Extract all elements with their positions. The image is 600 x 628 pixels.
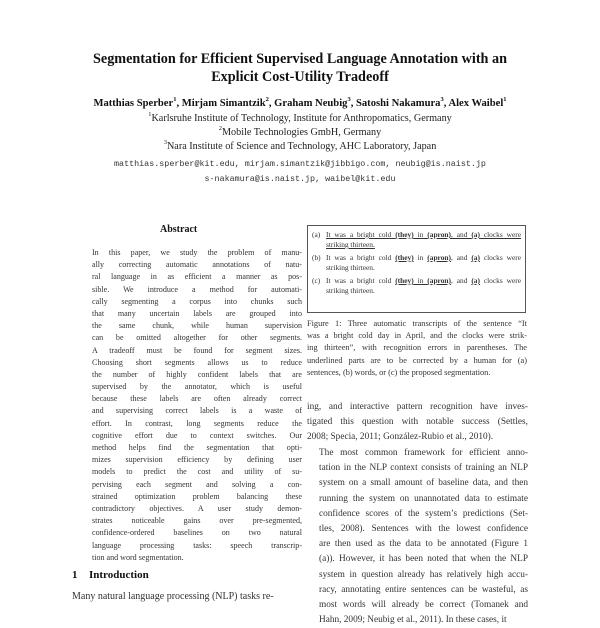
abstract-line: contradictory objectives. A user study demon- <box>92 503 302 513</box>
abstract-line: supervised by the annotator, which is useful <box>92 382 302 392</box>
affiliation: $^2$Mobile Technologies GmbH, Germany <box>218 125 382 138</box>
abstract-line: ally correcting automatic annotations of natu- <box>92 260 302 270</box>
author: Alex Waibel$^1$ <box>448 96 507 109</box>
text-line: tles, 2008). Sentences with the lowest confidence <box>319 523 528 534</box>
abstract-line: effort. In contrast, long segments reduce the <box>92 418 302 428</box>
caption-line: was a bright cold day in April, and the clocks were strik- <box>307 331 527 341</box>
abstract-line: cognitive effort due to context switches. Our <box>92 430 302 440</box>
abstract-body <box>92 247 302 564</box>
title-line: Segmentation for Efficient Supervised Language Annotation with an <box>93 51 507 67</box>
text-line: tigated this question with notable success (Settles, <box>307 417 528 428</box>
caption-line: sentences, (b) words, or (c) the proposed segmentation. <box>307 367 491 377</box>
abstract-line: because these labels are often already correct <box>92 394 302 404</box>
abstract-line: can be omitted altogether for other segments. <box>92 333 302 343</box>
author: Graham Neubig$^3$ <box>274 96 351 109</box>
section-heading: 1 Introduction <box>72 569 149 581</box>
text-line: 2008; Specia, 2011; González-Rubio et al., 2010). <box>307 432 494 443</box>
abstract-line: mizes supervision efficiency by defining user <box>92 455 302 465</box>
affiliation: $^1$Karlsruhe Institute of Technology, Institute for Anthropomatics, Germany <box>148 111 452 124</box>
text-line: Hahn, 2009; Neubig et al., 2011). In these cases, it <box>319 615 507 626</box>
figure-item-b: (b) It was a bright cold (they) in (apron), and (a) clocks were striking thirteen. <box>312 253 521 272</box>
text-line: tation in the NLP context consists of training an NLP <box>319 463 528 474</box>
text-line: racy, annotating entire sentences can be wasteful, as <box>319 584 528 595</box>
abstract-line: strates noticeable gains over pre-segmented, <box>92 516 302 526</box>
email-line: matthias.sperber@kit.edu, mirjam.simantzik@jibbigo.com, neubig@is.naist.jp <box>114 159 486 169</box>
body-paragraph <box>307 446 528 628</box>
author: Satoshi Nakamura$^3$ <box>355 96 444 109</box>
abstract-line: models to predict the cost and utility of su- <box>92 467 302 477</box>
text-line: confidence scores of the system’s predictions (Set- <box>319 508 528 519</box>
email-line: s-nakamura@is.naist.jp, waibel@kit.edu <box>204 174 396 184</box>
figure-item-c: (c) It was a bright cold (they) in (apron), and (a) clocks were striking thirteen. <box>312 276 521 295</box>
affiliation: $^3$Nara Institute of Science and Technology, AHC Laboratory, Japan <box>163 139 437 152</box>
abstract-line: tion and word segmentation. <box>92 552 184 562</box>
abstract-line: strained optimization problem balancing these <box>92 491 302 501</box>
figure-item-a: (a) It was a bright cold (they) in (apron), and (a) clocks were striking thirteen. <box>312 230 521 249</box>
abstract-line: Choosing short segments allows us to reduce <box>92 357 302 367</box>
abstract-line: pervising each segment and solving a con- <box>92 479 302 489</box>
abstract-line: confidence-ordered baselines on two natural <box>92 528 302 538</box>
text-line: are then used as the data to be annotated (Figure 1 <box>319 539 528 550</box>
text-line: most words will already be correct (Tomanek and <box>319 599 528 610</box>
caption-line: underlined parts are to be corrected by a human for (a) <box>307 355 527 365</box>
author: Mirjam Simantzik$^2$ <box>181 96 269 109</box>
text-line: ing, and interactive pattern recognition have inves- <box>307 402 528 412</box>
abstract-line: language processing tasks: speech transcrip- <box>92 540 302 550</box>
abstract-line: In this paper, we study the problem of manu- <box>92 248 302 257</box>
abstract-line: the same chunk, while human supervision <box>92 321 302 331</box>
text-line: running the system on unannotated data to estimate <box>319 493 528 504</box>
body-paragraph <box>307 400 528 446</box>
text-line: system on a small amount of baseline data, and then <box>319 478 528 489</box>
abstract-line: method helps find the segmentation that opti- <box>92 443 302 452</box>
intro-text: Many natural language processing (NLP) tasks re- <box>72 591 274 602</box>
text-line: (a)). However, it has been noted that when the NLP <box>319 554 528 565</box>
author-list: Matthias Sperber$^1$, Mirjam Simantzik$^2$, Graham Neubig$^3$, Satoshi Nakamura$^3$, Alex Waibel$^1$ <box>93 96 507 109</box>
caption-line: ing thirteen”, with recognition errors in parentheses. The <box>307 343 527 353</box>
abstract-line: cally segmenting a corpus into chunks such <box>92 296 302 306</box>
abstract-line: A tradeoff must be found for segment sizes. <box>92 345 302 355</box>
text-line: The most common framework for efficient anno- <box>319 448 528 458</box>
text-line: system in question already has relatively high accu- <box>319 569 528 580</box>
paper-title <box>60 50 540 86</box>
author: Matthias Sperber$^1$ <box>93 96 177 109</box>
figure-1 <box>307 225 526 313</box>
abstract-line: sible. We introduce a method for automati- <box>92 284 302 294</box>
abstract-line: the number of highly confident labels that are <box>92 369 302 379</box>
abstract-line: ral language in as efficient a manner as pos- <box>92 272 302 282</box>
abstract-heading: Abstract <box>160 224 198 235</box>
abstract-line: and supervising correct labels is a waste of <box>92 406 302 416</box>
abstract-line: that many uncertain labels are grouped into <box>92 308 302 318</box>
title-line: Explicit Cost-Utility Tradeoff <box>211 69 389 85</box>
figure-caption <box>307 318 527 379</box>
caption-line: Figure 1: Three automatic transcripts of the sentence “It <box>307 319 527 328</box>
